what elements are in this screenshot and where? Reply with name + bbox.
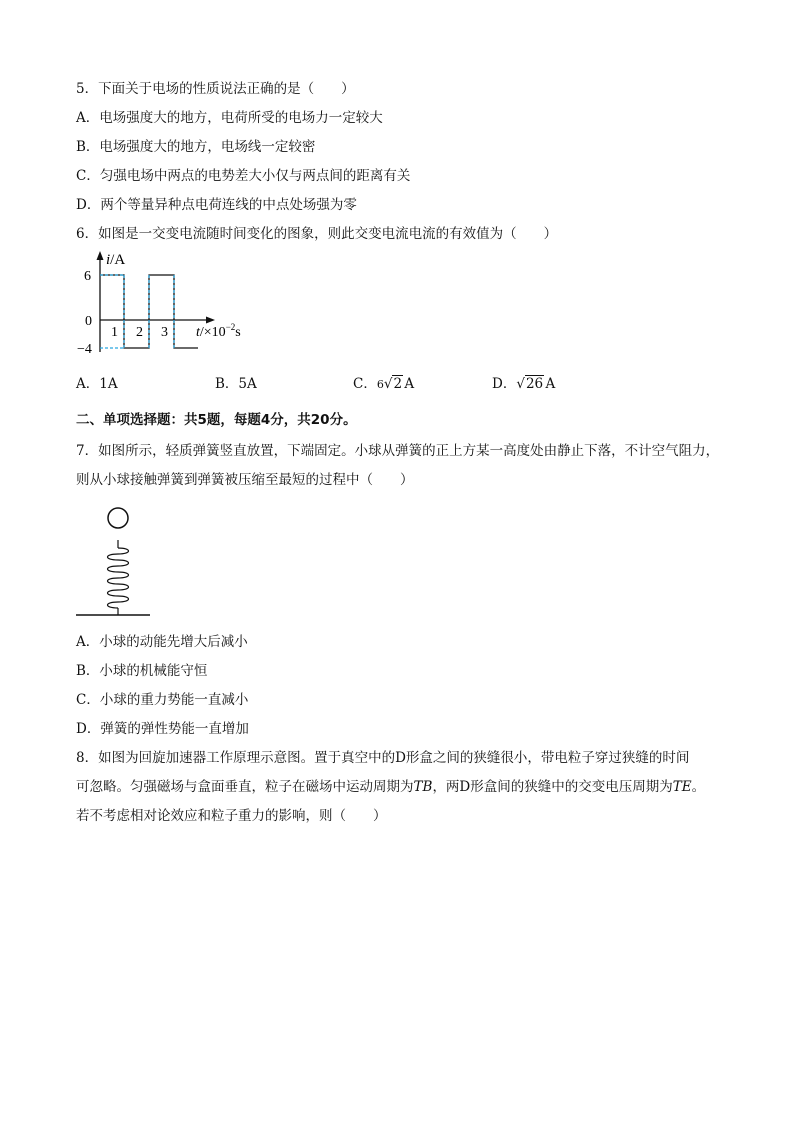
q8-tb: TB (413, 779, 433, 795)
q7-option-c: C．小球的重力势能一直减小 (76, 692, 249, 708)
spring-coil (108, 548, 129, 608)
q8-line2-part-c: 。 (691, 779, 706, 795)
q6-option-d-unit: A (545, 376, 556, 392)
ball (108, 508, 128, 528)
q7-stem-line1: 7．如图所示，轻质弹簧竖直放置，下端固定。小球从弹簧的正上方某一高度处由静止下落，不计空气阻力， (76, 443, 720, 459)
q5-stem: 5．下面关于电场的性质说法正确的是（ ） (76, 81, 355, 97)
y-axis-label: i/A (106, 252, 126, 268)
q5-option-d: D．两个等量异种点电荷连线的中点处场强为零 (76, 197, 357, 213)
q5-option-c: C．匀强电场中两点的电势差大小仅与两点间的距离有关 (76, 168, 411, 184)
q8-te: TE (672, 779, 692, 795)
x-tick-2: 2 (136, 325, 143, 340)
q6-option-d (492, 372, 555, 392)
q6-option-c-coef: 6 (376, 378, 384, 391)
section-heading: 二、单项选择题：共5题，每题4分，共20分。 (76, 412, 357, 428)
sqrt-symbol: √26 (516, 376, 544, 392)
q6-current-time-graph (76, 246, 286, 358)
q5-option-b: B．电场强度大的地方，电场线一定较密 (76, 139, 316, 155)
q6-stem: 6．如图是一交变电流随时间变化的图象，则此交变电流电流的有效值为（ ） (76, 226, 558, 242)
q6-option-b: B．5A (215, 376, 257, 392)
x-axis-label: $t/\times 10^{-2}s$ (196, 322, 241, 340)
q6-option-c (353, 372, 414, 392)
y-tick-neg4: −4 (77, 342, 92, 357)
q6-option-a: A．1A (76, 376, 118, 392)
q6-option-c-prefix: C． (353, 376, 377, 392)
q7-spring-ball-figure (76, 500, 160, 622)
y-tick-0: 0 (85, 314, 92, 329)
q7-option-a: A．小球的动能先增大后减小 (76, 634, 248, 650)
q7-option-b: B．小球的机械能守恒 (76, 663, 208, 679)
q8-line2-part-b: ，两D形盒间的狭缝中的交变电压周期为 (432, 779, 673, 795)
q7-stem-line2: 则从小球接触弹簧到弹簧被压缩至最短的过程中（ ） (76, 472, 414, 488)
q6-option-c-unit: A (404, 376, 415, 392)
q6-options (76, 372, 716, 390)
q8-line1: 8．如图为回旋加速器工作原理示意图。置于真空中的D形盒之间的狭缝很小，带电粒子穿过狭缝的时间 (76, 750, 690, 766)
q6-option-c-radicand: 2 (393, 376, 403, 392)
q7-option-d: D．弹簧的弹性势能一直增加 (76, 721, 249, 737)
x-tick-1: 1 (111, 325, 118, 340)
q6-option-d-radicand: 26 (525, 376, 544, 392)
q5-option-a: A．电场强度大的地方，电荷所受的电场力一定较大 (76, 110, 383, 126)
sqrt-symbol: √2 (383, 376, 403, 392)
y-tick-6: 6 (84, 269, 91, 284)
q8-line2 (76, 778, 705, 796)
x-axis-arrow (206, 317, 215, 324)
q6-option-d-prefix: D． (492, 376, 517, 392)
q8-line2-part-a: 可忽略。匀强磁场与盒面垂直，粒子在磁场中运动周期为 (76, 779, 414, 795)
x-tick-3: 3 (161, 325, 168, 340)
y-axis-arrow (97, 251, 104, 260)
q8-line3: 若不考虑相对论效应和粒子重力的影响，则（ ） (76, 808, 387, 824)
